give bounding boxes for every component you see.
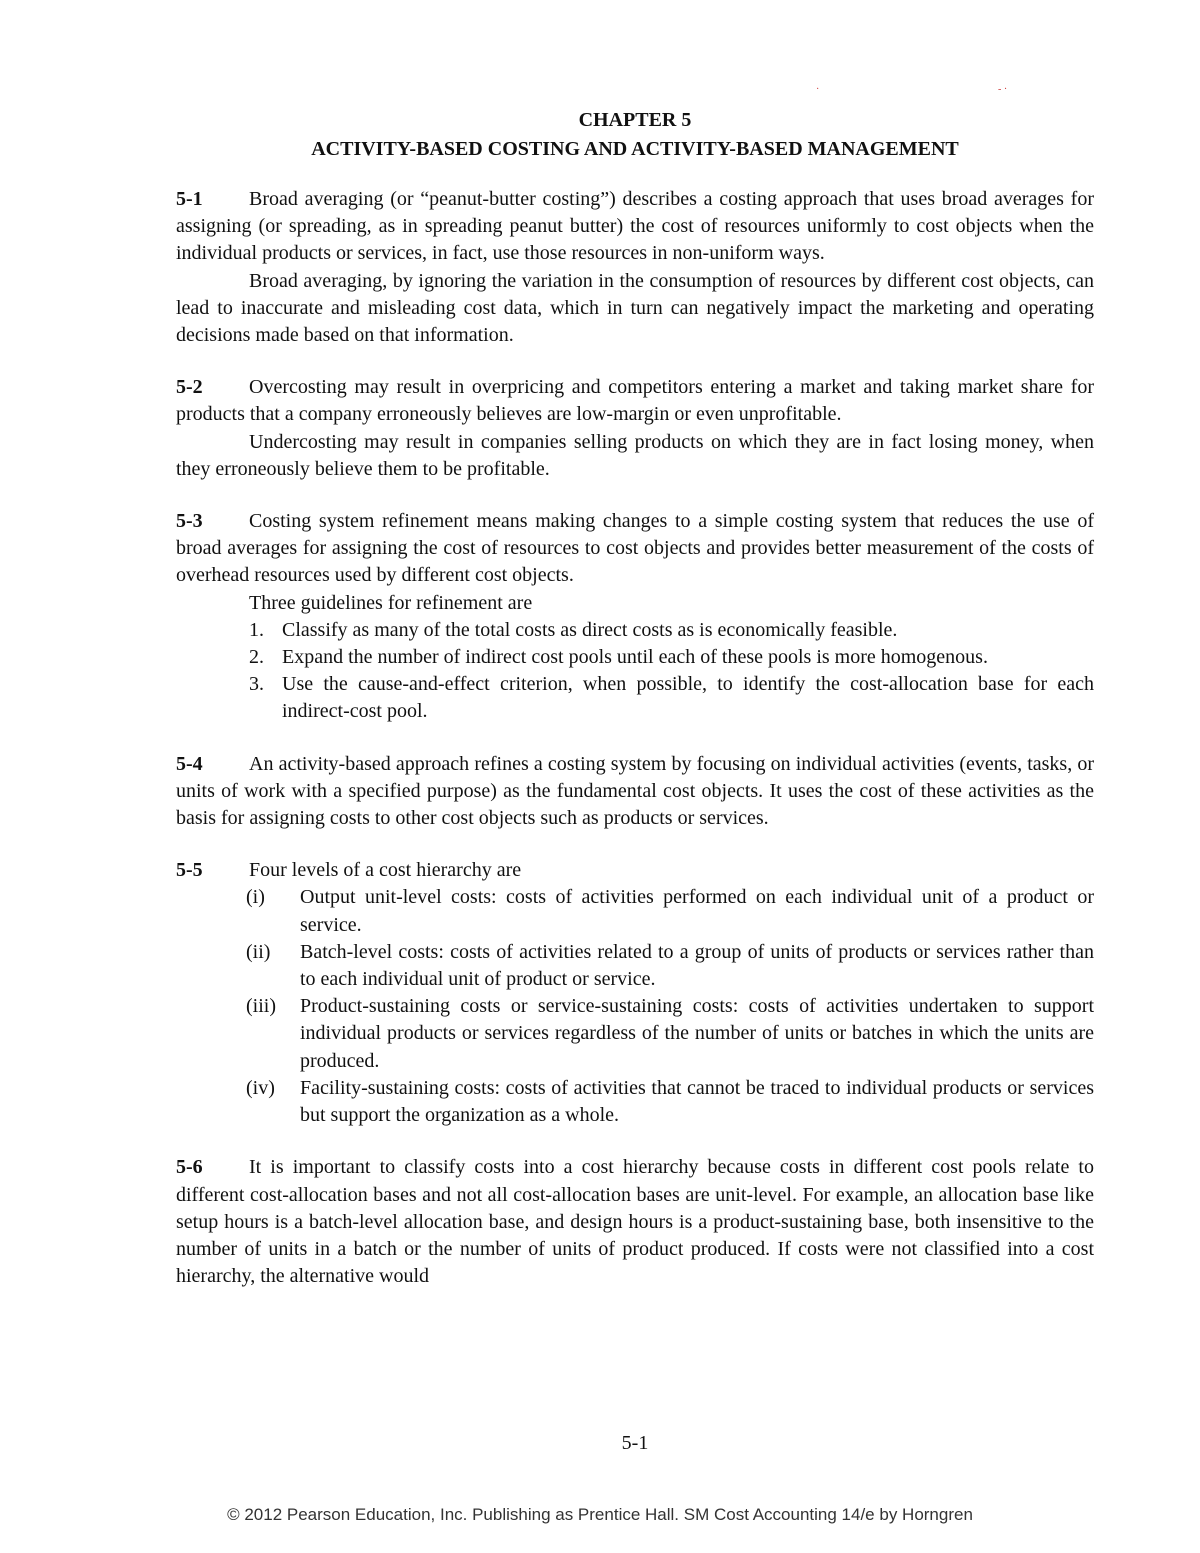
cost-hierarchy-list — [176, 884, 1094, 1129]
answer-5-3 — [176, 508, 1094, 726]
answer-paragraph: Broad averaging, by ignoring the variation in the consumption of resources by different cost objects, can lead to inaccurate and misleading cost data, which in turn can negatively impact the marketing and operating decisions made based on that information. — [176, 269, 1094, 347]
chapter-number: CHAPTER 5 — [578, 109, 692, 131]
page-number: 5-1 — [621, 1432, 649, 1454]
answer-paragraph: Three guidelines for refinement are — [249, 591, 533, 614]
answer-text: Costing system refinement means making changes to a simple costing system that reduces the use of broad averages for assigning the cost of resources to cost objects and provides better measurement of the costs of overhead resources used by different cost objects. — [176, 510, 1094, 587]
answer-number: 5-3 — [176, 510, 203, 533]
chapter-heading — [176, 106, 1094, 164]
list-item: (ii) Batch-level costs: costs of activities related to a group of units of products or services rather than to each individual unit of product or service. — [246, 940, 1094, 991]
answer-number: 5-2 — [176, 376, 203, 399]
margin-mark: - · — [998, 84, 1008, 95]
answer-number: 5-4 — [176, 752, 203, 775]
list-item: (i) Output unit-level costs: costs of activities performed on each individual unit of a product or service. — [246, 886, 1094, 936]
chapter-title: ACTIVITY-BASED COSTING AND ACTIVITY-BASED MANAGEMENT — [311, 138, 959, 160]
answer-text: Four levels of a cost hierarchy are — [249, 859, 522, 882]
list-item: (iii) Product-sustaining costs or service-sustaining costs: costs of activities undertaken to support individual products or services regardless of the number of units or batches in which the units are produced. — [246, 995, 1094, 1072]
answer-5-2 — [176, 374, 1094, 483]
answer-5-4 — [176, 751, 1094, 833]
answer-text: It is important to classify costs into a cost hierarchy because costs in different cost pools relate to different cost-allocation bases and not all cost-allocation bases are unit-level. For example, an allocation base like setup hours is a batch-level allocation base, and design hours is a product-sustaining base, both insensitive to the number of units in a batch or the number of units of product produced. If costs were not classified into a cost hierarchy, the alternative would — [176, 1156, 1094, 1288]
answer-5-1 — [176, 186, 1094, 349]
copyright-footer: © 2012 Pearson Education, Inc. Publishing as Prentice Hall. SM Cost Accounting 14/e by Horngren — [227, 1505, 973, 1524]
answer-paragraph: Undercosting may result in companies selling products on which they are in fact losing money, when they erroneously believe them to be profitable. — [176, 430, 1094, 480]
answer-text: Overcosting may result in overpricing and competitors entering a market and taking market share for products that a company erroneously believes are low-margin or even unprofitable. — [176, 376, 1094, 426]
list-item: 2. Expand the number of indirect cost pools until each of these pools is more homogenous. — [249, 646, 988, 669]
list-item: (iv) Facility-sustaining costs: costs of activities that cannot be traced to individual products or services but support the organization as a whole. — [246, 1076, 1094, 1127]
answer-text: An activity-based approach refines a costing system by focusing on individual activities (events, tasks, or units of work with a specified purpose) as the fundamental cost objects. It uses the cost of these activities as the basis for assigning costs to other cost objects such as products or services. — [176, 752, 1094, 830]
answer-number: 5-5 — [176, 859, 203, 882]
answer-number: 5-6 — [176, 1156, 203, 1179]
answer-5-5 — [176, 857, 1094, 1129]
guideline-list — [176, 617, 1094, 726]
margin-mark: · — [816, 84, 820, 95]
page-content — [176, 106, 1094, 1290]
answer-text: Broad averaging (or “peanut-butter costing”) describes a costing approach that uses broad averages for assigning (or spreading, as in spreading peanut butter) the cost of resources uniformly to cost objects when the individual products or services, in fact, use those resources in non-uniform ways. — [176, 188, 1094, 265]
answer-5-6 — [176, 1154, 1094, 1290]
list-item: 3. Use the cause-and-effect criterion, when possible, to identify the cost-allocation base for each indirect-cost pool. — [249, 673, 1094, 723]
answer-number: 5-1 — [176, 188, 203, 210]
list-item: 1. Classify as many of the total costs as direct costs as is economically feasible. — [249, 618, 898, 641]
